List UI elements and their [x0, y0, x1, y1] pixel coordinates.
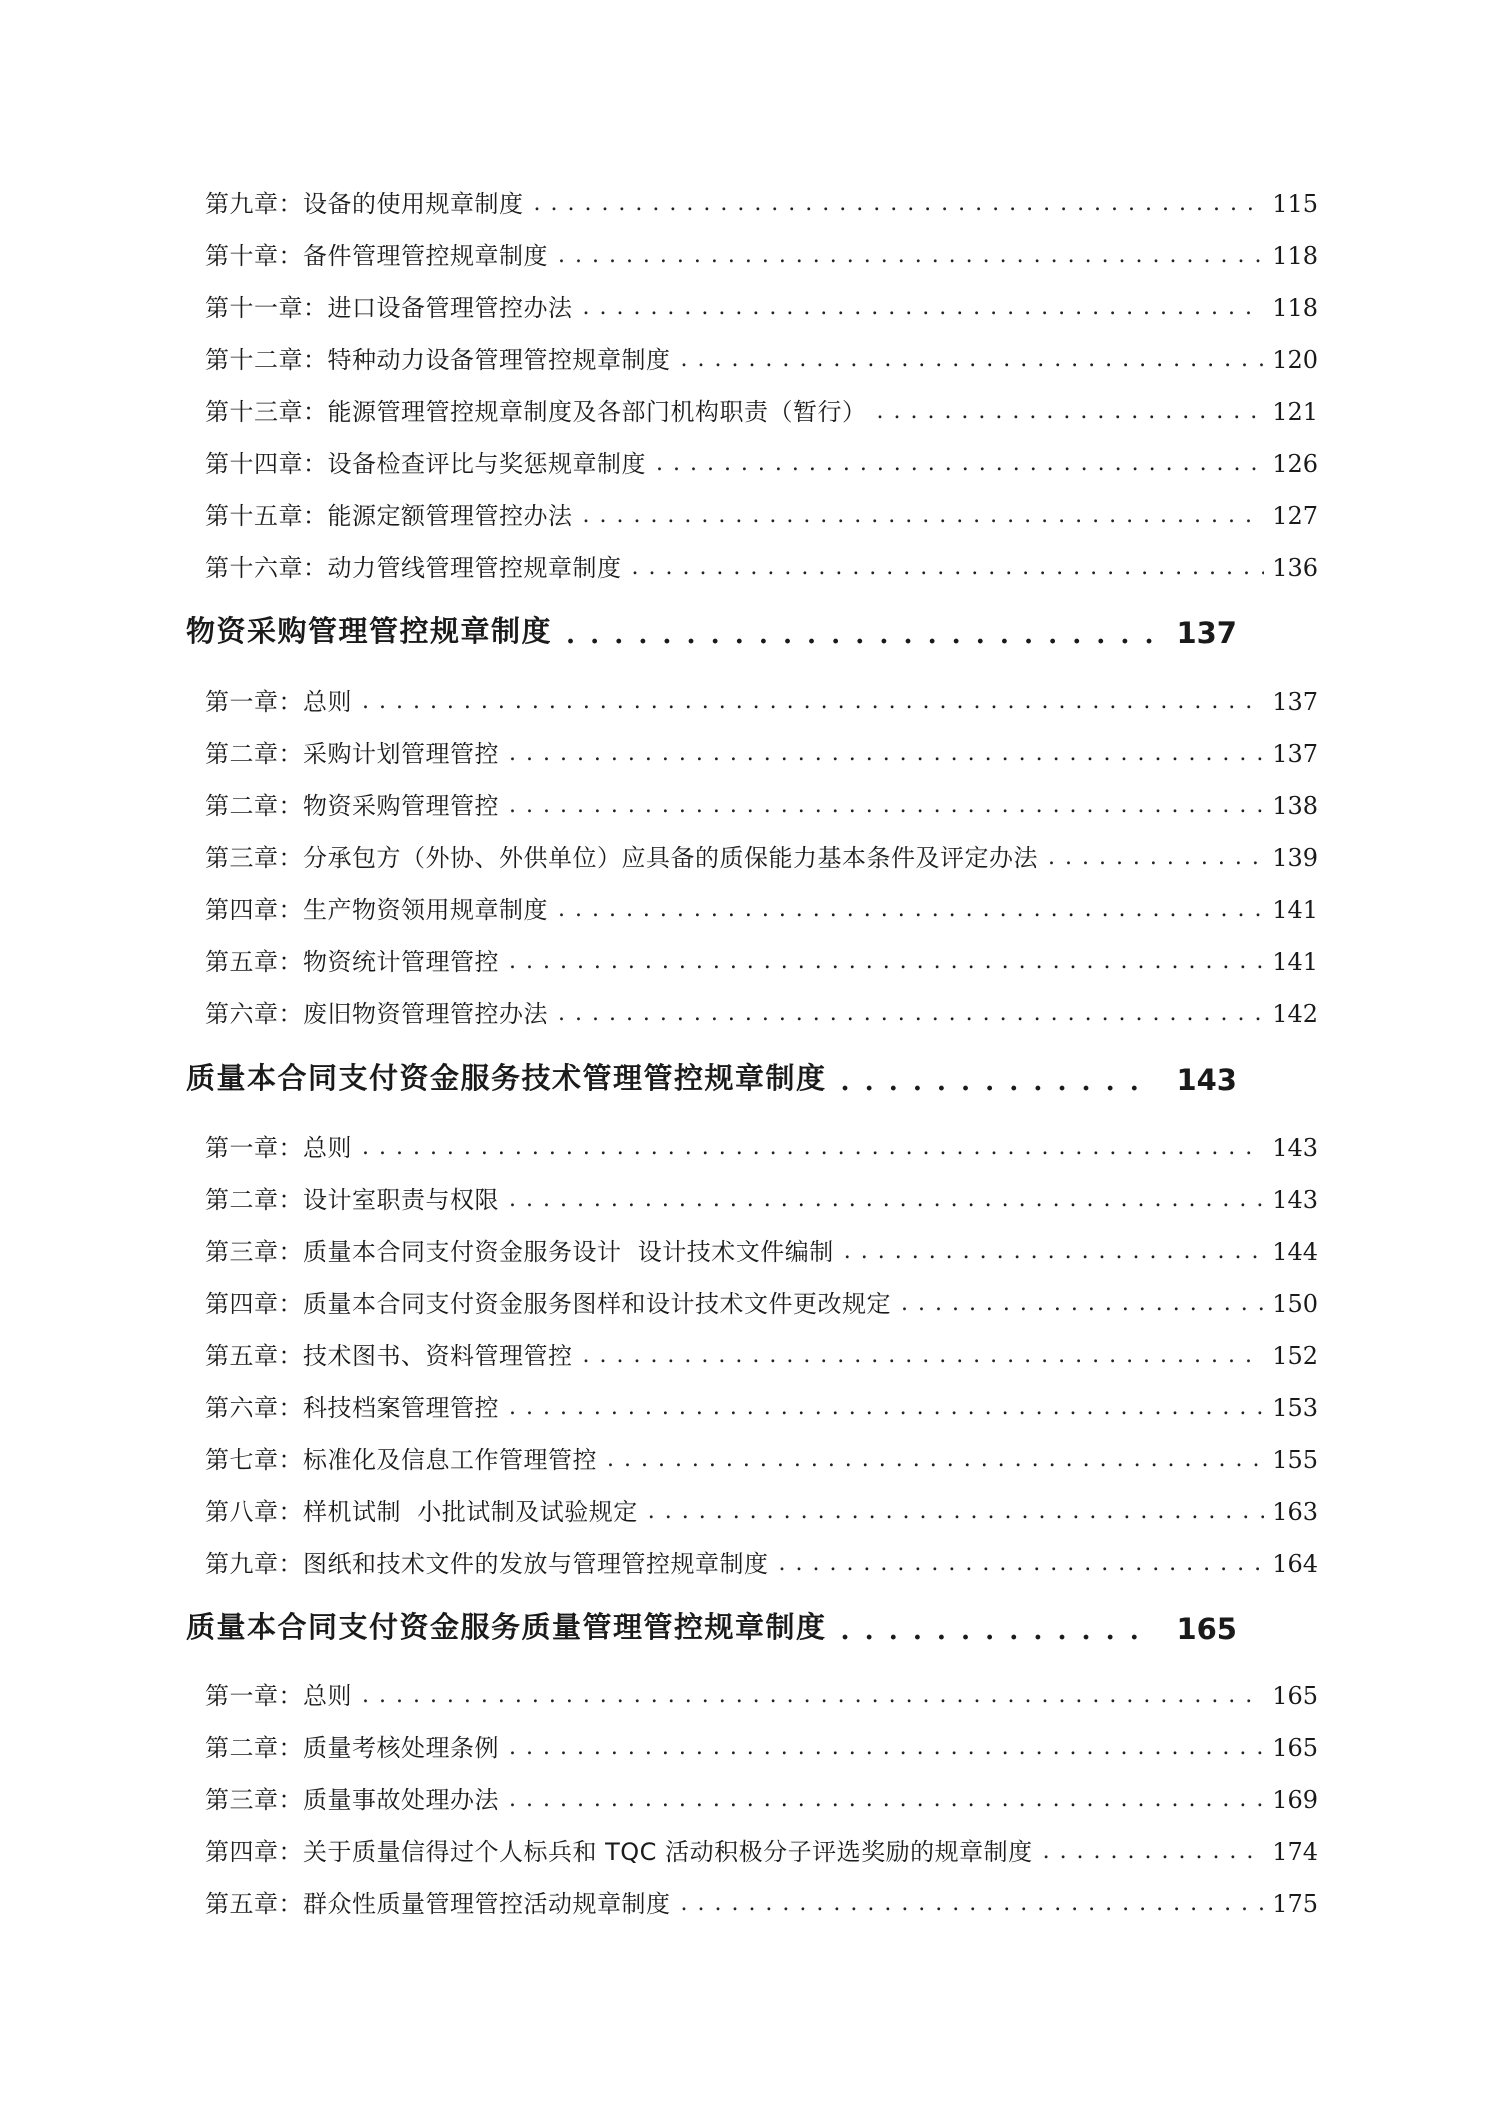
dot-leader	[681, 344, 1265, 376]
dot-leader	[509, 1392, 1264, 1424]
toc-section-title: 物资采购管理管控规章制度	[186, 614, 553, 648]
toc-entry-page: 139	[1272, 844, 1318, 872]
dot-leader	[509, 1184, 1264, 1216]
toc-entry-label: 第七章：标准化及信息工作管理管控	[205, 1446, 597, 1474]
dot-leader	[362, 1132, 1264, 1164]
dot-leader	[1048, 842, 1264, 874]
toc-entry-label: 第五章：群众性质量管理管控活动规章制度	[205, 1890, 671, 1918]
toc-entry-label: 第九章：设备的使用规章制度	[205, 190, 524, 218]
toc-entry-page: 164	[1272, 1550, 1318, 1578]
toc-entry[interactable]	[205, 440, 1318, 480]
toc-entry[interactable]	[205, 180, 1318, 220]
toc-section-page: 137	[1176, 616, 1237, 650]
dot-leader	[844, 1236, 1264, 1268]
toc-entry-page: 144	[1272, 1238, 1318, 1266]
dot-leader	[607, 1444, 1264, 1476]
dot-leader	[509, 946, 1264, 978]
toc-entry-page: 165	[1272, 1682, 1318, 1710]
toc-entry-page: 165	[1272, 1734, 1318, 1762]
toc-entry-page: 150	[1272, 1290, 1318, 1318]
toc-entry-label: 第九章：图纸和技术文件的发放与管理管控规章制度	[205, 1550, 769, 1578]
dot-leader	[841, 1616, 1155, 1646]
toc-entry[interactable]	[205, 1176, 1318, 1216]
dot-leader	[509, 790, 1264, 822]
toc-entry-label: 第六章：科技档案管理管控	[205, 1394, 499, 1422]
toc-entry[interactable]	[205, 232, 1318, 272]
toc-section-title: 质量本合同支付资金服务质量管理管控规章制度	[186, 1610, 827, 1644]
toc-entry[interactable]	[205, 834, 1318, 874]
toc-entry-page: 136	[1272, 554, 1318, 582]
dot-leader	[656, 448, 1264, 480]
toc-entry[interactable]	[205, 730, 1318, 770]
toc-entry-label: 第五章：技术图书、资料管理管控	[205, 1342, 573, 1370]
toc-entry[interactable]	[205, 678, 1318, 718]
toc-entry[interactable]	[205, 886, 1318, 926]
toc-entry-page: 137	[1272, 688, 1318, 716]
toc-entry-label: 第一章：总则	[205, 1134, 352, 1162]
toc-entry-label: 第二章：设计室职责与权限	[205, 1186, 499, 1214]
toc-entry-label: 第四章：生产物资领用规章制度	[205, 896, 548, 924]
toc-entry-page: 174	[1272, 1838, 1318, 1866]
dot-leader	[583, 292, 1265, 324]
toc-section-heading[interactable]	[186, 606, 1237, 650]
toc-entry-page: 141	[1272, 948, 1318, 976]
dot-leader	[901, 1288, 1264, 1320]
toc-entry-label: 第二章：质量考核处理条例	[205, 1734, 499, 1762]
dot-leader	[779, 1548, 1265, 1580]
toc-entry-page: 137	[1272, 740, 1318, 768]
toc-entry-label: 第二章：物资采购管理管控	[205, 792, 499, 820]
toc-entry-page: 153	[1272, 1394, 1318, 1422]
toc-entry[interactable]	[205, 284, 1318, 324]
toc-entry[interactable]	[205, 938, 1318, 978]
toc-entry-page: 126	[1272, 450, 1318, 478]
dot-leader	[362, 686, 1264, 718]
toc-entry-label: 第三章：质量本合同支付资金服务设计 设计技术文件编制	[205, 1238, 834, 1266]
toc-entry-page: 118	[1272, 242, 1318, 270]
toc-entry-page: 143	[1272, 1134, 1318, 1162]
toc-entry-label: 第二章：采购计划管理管控	[205, 740, 499, 768]
dot-leader	[558, 894, 1264, 926]
toc-entry-label: 第三章：分承包方（外协、外供单位）应具备的质保能力基本条件及评定办法	[205, 844, 1038, 872]
toc-entry-page: 143	[1272, 1186, 1318, 1214]
dot-leader	[648, 1496, 1264, 1528]
dot-leader	[509, 1784, 1264, 1816]
toc-entry-label: 第十六章：动力管线管理管控规章制度	[205, 554, 622, 582]
toc-entry-page: 142	[1272, 1000, 1318, 1028]
toc-entry-label: 第十三章：能源管理管控规章制度及各部门机构职责（暂行）	[205, 398, 867, 426]
dot-leader	[841, 1067, 1155, 1097]
dot-leader	[583, 1340, 1265, 1372]
dot-leader	[583, 500, 1265, 532]
toc-entry-page: 118	[1272, 294, 1318, 322]
toc-entry[interactable]	[205, 1124, 1318, 1164]
toc-entry-page: 141	[1272, 896, 1318, 924]
toc-entry[interactable]	[205, 1672, 1318, 1712]
toc-entry-page: 127	[1272, 502, 1318, 530]
toc-entry[interactable]	[205, 492, 1318, 532]
toc-entry-page: 120	[1272, 346, 1318, 374]
dot-leader	[534, 188, 1265, 220]
toc-entry[interactable]	[205, 1540, 1318, 1580]
toc-entry-page: 175	[1272, 1890, 1318, 1918]
toc-entry[interactable]	[205, 388, 1318, 428]
toc-entry-label: 第十一章：进口设备管理管控办法	[205, 294, 573, 322]
dot-leader	[509, 738, 1264, 770]
toc-entry-page: 163	[1272, 1498, 1318, 1526]
dot-leader	[877, 396, 1265, 428]
toc-entry-label: 第四章：质量本合同支付资金服务图样和设计技术文件更改规定	[205, 1290, 891, 1318]
dot-leader	[681, 1888, 1265, 1920]
toc-entry[interactable]	[205, 1880, 1318, 1920]
toc-entry-label: 第十五章：能源定额管理管控办法	[205, 502, 573, 530]
toc-entry[interactable]	[205, 782, 1318, 822]
dot-leader	[1043, 1836, 1265, 1868]
dot-leader	[566, 620, 1154, 650]
toc-entry[interactable]	[205, 1332, 1318, 1372]
toc-entry[interactable]	[205, 1828, 1318, 1868]
toc-entry-page: 121	[1272, 398, 1318, 426]
toc-entry[interactable]	[205, 1384, 1318, 1424]
toc-entry-page: 155	[1272, 1446, 1318, 1474]
toc-entry-label: 第十二章：特种动力设备管理管控规章制度	[205, 346, 671, 374]
toc-entry-label: 第十章：备件管理管控规章制度	[205, 242, 548, 270]
dot-leader	[558, 240, 1264, 272]
toc-entry-page: 169	[1272, 1786, 1318, 1814]
toc-section-heading[interactable]	[186, 1602, 1237, 1646]
toc-entry-label: 第十四章：设备检查评比与奖惩规章制度	[205, 450, 646, 478]
toc-entry[interactable]	[205, 1724, 1318, 1764]
toc-section-page: 165	[1176, 1612, 1237, 1646]
toc-entry[interactable]	[205, 1776, 1318, 1816]
toc-section-page: 143	[1176, 1063, 1237, 1097]
dot-leader	[632, 552, 1265, 584]
toc-entry[interactable]	[205, 1280, 1318, 1320]
toc-entry-label: 第六章：废旧物资管理管控办法	[205, 1000, 548, 1028]
toc-entry-label: 第一章：总则	[205, 1682, 352, 1710]
toc-entry[interactable]	[205, 1436, 1318, 1476]
toc-entry-label: 第八章：样机试制 小批试制及试验规定	[205, 1498, 638, 1526]
toc-entry[interactable]	[205, 544, 1318, 584]
toc-entry-page: 152	[1272, 1342, 1318, 1370]
toc-entry-label: 第三章：质量事故处理办法	[205, 1786, 499, 1814]
toc-entry-label: 第一章：总则	[205, 688, 352, 716]
toc-entry[interactable]	[205, 1488, 1318, 1528]
dot-leader	[558, 998, 1264, 1030]
toc-entry-label: 第四章：关于质量信得过个人标兵和 TQC 活动积极分子评选奖励的规章制度	[205, 1838, 1033, 1866]
dot-leader	[509, 1732, 1264, 1764]
toc-section-heading[interactable]	[186, 1053, 1237, 1097]
dot-leader	[362, 1680, 1264, 1712]
toc-entry[interactable]	[205, 990, 1318, 1030]
toc-entry-page: 115	[1272, 190, 1318, 218]
toc-entry[interactable]	[205, 1228, 1318, 1268]
toc-entry-page: 138	[1272, 792, 1318, 820]
toc-section-title: 质量本合同支付资金服务技术管理管控规章制度	[186, 1061, 827, 1095]
toc-entry-label: 第五章：物资统计管理管控	[205, 948, 499, 976]
toc-entry[interactable]	[205, 336, 1318, 376]
